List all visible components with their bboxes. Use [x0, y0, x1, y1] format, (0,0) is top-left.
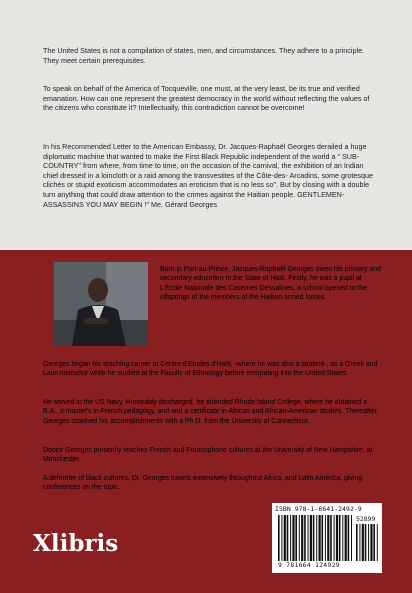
- intro-paragraph-3: In his Recommended Letter to the American Embassy, Dr. Jacques-Raphaël Georges derailed a huge diplomatic machine that wanted to make the First Black Republic independent of the world a " SUB-COUNTRY" from where, from time to time, on the occasion of the carnival, the exhibition of an Indian chief dressed in a loincloth or a raid among the transvestites of the Côte-des- Arcadins, some grotesque clichés or stupid exoticism accommodates an eroticism that is no less so". But by closing with a double turn anything that could draw attention to the crimes against the Haitian people. GENTLEMEN- ASSASSINS YOU MAY BEGIN !" Me. Gérard Georges: [43, 142, 374, 209]
- barcode-number: 9 781664 124929: [278, 562, 340, 569]
- bio-paragraph-1: Born in Port-au-Prince, Jacques-Raphaël Georges owes his primary and secondary education to the State of Haïti. Firstly, he was a pupil at L'École Nationale des Casernes Dessalines, a school opened to the offsprings of the members of the Haitian armed forces.: [160, 266, 381, 301]
- top-panel: [0, 0, 412, 250]
- author-photo: [54, 262, 148, 346]
- publisher-logo: Xlibris: [33, 530, 119, 557]
- bio-paragraph-3: He served in the US Navy. Honorably discharged, he attended Rhode Island College, where he obtained a B.A., a master's in French pedagogy, and and a certificate in African and African-American studies. Thereafter, Georges crowned his accomplishments with a Ph.D. from the University of Connecticut.: [43, 399, 379, 425]
- price-code: 52899: [356, 515, 376, 523]
- price-barcode-bars: [356, 524, 378, 561]
- bio-paragraph-4: Doctor Georges presently teaches French and Francophone cultures at the University of New Hampshire, at Manchester.: [43, 447, 373, 464]
- barcode-bars: [278, 515, 352, 561]
- isbn-label: ISBN 978-1-6641-2492-9: [275, 505, 362, 513]
- author-photo-illustration: [54, 262, 148, 346]
- intro-paragraph-2: To speak on behalf of the America of Tocqueville, one must, at the very least, be its true and verified emanation. How can one represent the greatest democracy in the world without reflecting the values of the citizens who constitute it? Intellectually, this contradiction cannot be overcome!: [43, 84, 370, 113]
- bio-paragraph-5: A defender of black cultures, Dr. Georges travels extensively throughout Africa, and Latin America, giving conferences on the topic.: [43, 475, 363, 492]
- bio-paragraph-2: Georges began his teaching career at Centre d'Etudes d'Haïti, -where he was also a student-, as a Greek and Latin instructor while he studied at the Faculty of Ethnology before emigrating into the United States.: [43, 361, 378, 378]
- barcode: [272, 503, 382, 573]
- intro-paragraph-1: The United States is not a compilation of states, men, and circumstances. They adhere to a principle. They meet certain prerequisites.: [43, 46, 365, 65]
